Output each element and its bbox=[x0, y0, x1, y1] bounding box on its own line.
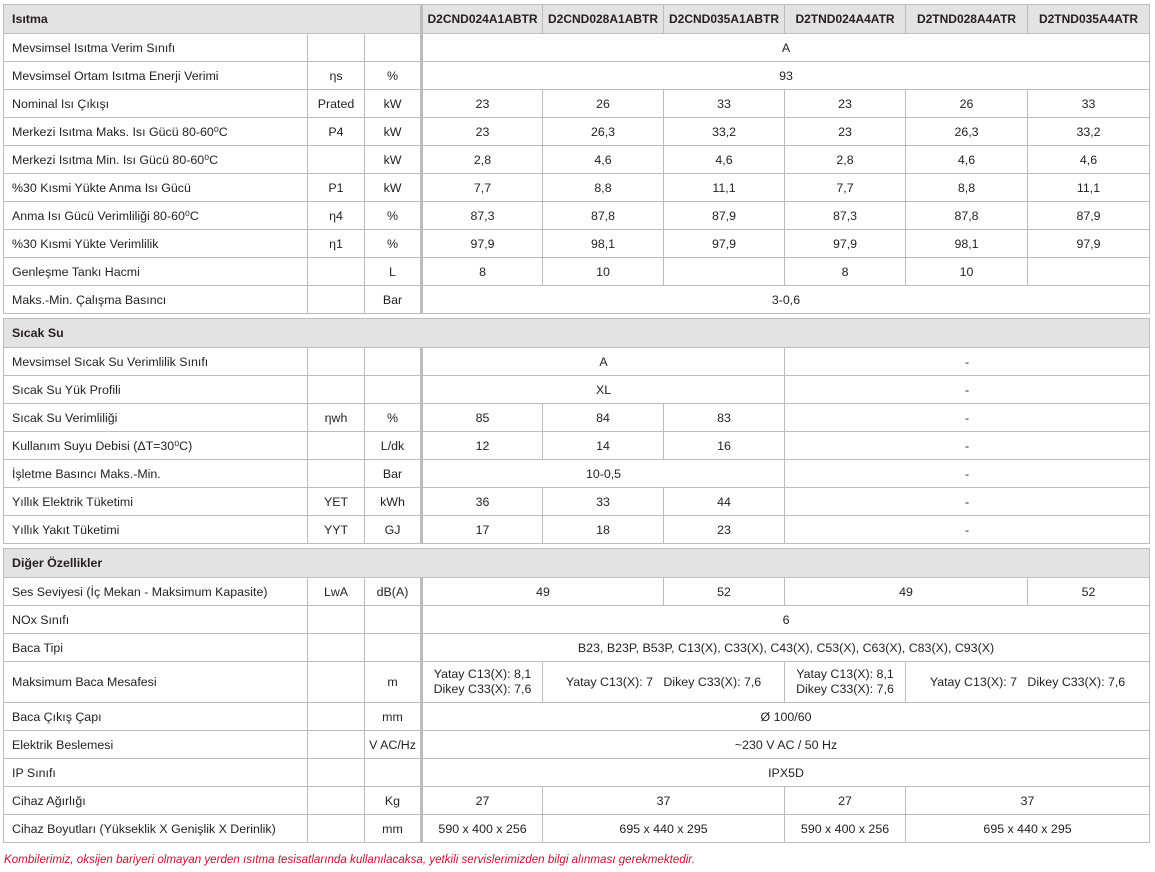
value-cell: 695 x 440 x 295 bbox=[906, 815, 1150, 843]
table-row bbox=[4, 174, 1150, 202]
value-cell: 49 bbox=[785, 578, 1028, 606]
table-row bbox=[4, 662, 1150, 703]
value-cell: 97,9 bbox=[785, 230, 906, 258]
value-cell: 17 bbox=[422, 516, 543, 544]
row-symbol bbox=[308, 432, 365, 460]
row-symbol bbox=[308, 731, 365, 759]
section-title-other: Diğer Özellikler bbox=[4, 549, 1150, 578]
value-cell: 4,6 bbox=[664, 146, 785, 174]
row-symbol bbox=[308, 258, 365, 286]
value-cell: 87,9 bbox=[664, 202, 785, 230]
value-cell: - bbox=[785, 404, 1150, 432]
row-symbol bbox=[308, 815, 365, 843]
table-row bbox=[4, 118, 1150, 146]
value-cell: 87,8 bbox=[543, 202, 664, 230]
table-row bbox=[4, 319, 1150, 348]
value-cell: 44 bbox=[664, 488, 785, 516]
value-cell: 23 bbox=[422, 118, 543, 146]
row-unit: L bbox=[365, 258, 422, 286]
row-symbol: η1 bbox=[308, 230, 365, 258]
table-row bbox=[4, 606, 1150, 634]
flue-vertical: Dikey C33(X): 7,6 bbox=[796, 682, 894, 696]
value-cell: 33 bbox=[664, 90, 785, 118]
value-cell: IPX5D bbox=[422, 759, 1150, 787]
row-label: %30 Kısmi Yükte Verimlilik bbox=[4, 230, 308, 258]
row-label: Mevsimsel Isıtma Verim Sınıfı bbox=[4, 34, 308, 62]
value-cell: Yatay C13(X): 7 Dikey C33(X): 7,6 bbox=[543, 662, 785, 703]
table-row bbox=[4, 5, 1150, 34]
row-symbol: ηs bbox=[308, 62, 365, 90]
value-cell: 8,8 bbox=[543, 174, 664, 202]
value-cell: 52 bbox=[664, 578, 785, 606]
value-cell: 83 bbox=[664, 404, 785, 432]
value-cell: 26,3 bbox=[543, 118, 664, 146]
row-label: Elektrik Beslemesi bbox=[4, 731, 308, 759]
value-cell: 87,8 bbox=[906, 202, 1028, 230]
value-cell: 26 bbox=[543, 90, 664, 118]
row-label: Merkezi Isıtma Maks. Isı Gücü 80-60⁰C bbox=[4, 118, 308, 146]
table-row bbox=[4, 634, 1150, 662]
value-cell: Yatay C13(X): 7 Dikey C33(X): 7,6 bbox=[906, 662, 1150, 703]
table-row bbox=[4, 549, 1150, 578]
row-symbol: ηwh bbox=[308, 404, 365, 432]
value-cell: 23 bbox=[785, 90, 906, 118]
row-symbol bbox=[308, 460, 365, 488]
row-unit: kWh bbox=[365, 488, 422, 516]
row-unit: L/dk bbox=[365, 432, 422, 460]
section-title-heating: Isıtma bbox=[4, 5, 422, 34]
row-symbol bbox=[308, 348, 365, 376]
table-row bbox=[4, 202, 1150, 230]
value-cell: 4,6 bbox=[1028, 146, 1150, 174]
row-symbol: Prated bbox=[308, 90, 365, 118]
row-label: Yıllık Elektrik Tüketimi bbox=[4, 488, 308, 516]
value-cell: B23, B23P, B53P, C13(X), C33(X), C43(X), C53(X), C63(X), C83(X), C93(X) bbox=[422, 634, 1150, 662]
value-cell: - bbox=[785, 516, 1150, 544]
row-label: NOx Sınıfı bbox=[4, 606, 308, 634]
row-unit: Bar bbox=[365, 286, 422, 314]
value-cell bbox=[422, 662, 543, 703]
value-cell: 26 bbox=[906, 90, 1028, 118]
model-header: D2TND024A4ATR bbox=[785, 5, 906, 34]
value-cell: 6 bbox=[422, 606, 1150, 634]
spec-table bbox=[3, 4, 1150, 843]
value-cell: A bbox=[422, 34, 1150, 62]
value-cell: 10-0,5 bbox=[422, 460, 785, 488]
value-cell: 7,7 bbox=[785, 174, 906, 202]
value-cell: 97,9 bbox=[422, 230, 543, 258]
table-row bbox=[4, 90, 1150, 118]
value-cell bbox=[664, 258, 785, 286]
value-cell: 93 bbox=[422, 62, 1150, 90]
row-label: Kullanım Suyu Debisi (ΔT=30⁰C) bbox=[4, 432, 308, 460]
row-symbol bbox=[308, 759, 365, 787]
value-cell: 8 bbox=[785, 258, 906, 286]
flue-vertical: Dikey C33(X): 7,6 bbox=[433, 682, 532, 696]
table-row bbox=[4, 460, 1150, 488]
row-label: Sıcak Su Yük Profili bbox=[4, 376, 308, 404]
table-row bbox=[4, 404, 1150, 432]
value-cell: 23 bbox=[785, 118, 906, 146]
row-symbol bbox=[308, 34, 365, 62]
row-symbol bbox=[308, 662, 365, 703]
value-cell: - bbox=[785, 376, 1150, 404]
row-unit bbox=[365, 376, 422, 404]
value-cell: 37 bbox=[543, 787, 785, 815]
table-row bbox=[4, 34, 1150, 62]
value-cell: 23 bbox=[664, 516, 785, 544]
row-label: Mevsimsel Sıcak Su Verimlilik Sınıfı bbox=[4, 348, 308, 376]
table-row bbox=[4, 258, 1150, 286]
value-cell: 695 x 440 x 295 bbox=[543, 815, 785, 843]
row-unit: % bbox=[365, 62, 422, 90]
row-label: Sıcak Su Verimliliği bbox=[4, 404, 308, 432]
value-cell: 87,3 bbox=[785, 202, 906, 230]
row-symbol: P1 bbox=[308, 174, 365, 202]
value-cell: 18 bbox=[543, 516, 664, 544]
model-header: D2CND035A1ABTR bbox=[664, 5, 785, 34]
row-label: Ses Seviyesi (İç Mekan - Maksimum Kapasite) bbox=[4, 578, 308, 606]
row-unit: kW bbox=[365, 118, 422, 146]
value-cell: 23 bbox=[422, 90, 543, 118]
value-cell: 33,2 bbox=[1028, 118, 1150, 146]
row-label: Baca Tipi bbox=[4, 634, 308, 662]
row-unit: m bbox=[365, 662, 422, 703]
value-cell: 97,9 bbox=[664, 230, 785, 258]
value-cell: - bbox=[785, 488, 1150, 516]
spec-table-body bbox=[4, 5, 1150, 843]
value-cell: 10 bbox=[906, 258, 1028, 286]
row-symbol bbox=[308, 286, 365, 314]
value-cell: 27 bbox=[422, 787, 543, 815]
row-label: Mevsimsel Ortam Isıtma Enerji Verimi bbox=[4, 62, 308, 90]
row-unit: kW bbox=[365, 174, 422, 202]
value-cell: 16 bbox=[664, 432, 785, 460]
row-label: Cihaz Ağırlığı bbox=[4, 787, 308, 815]
value-cell: 2,8 bbox=[785, 146, 906, 174]
table-row bbox=[4, 286, 1150, 314]
row-symbol: YET bbox=[308, 488, 365, 516]
value-cell: 33 bbox=[1028, 90, 1150, 118]
table-row bbox=[4, 759, 1150, 787]
value-cell: 26,3 bbox=[906, 118, 1028, 146]
row-unit: % bbox=[365, 230, 422, 258]
table-row bbox=[4, 815, 1150, 843]
table-row bbox=[4, 731, 1150, 759]
row-unit bbox=[365, 606, 422, 634]
row-unit bbox=[365, 634, 422, 662]
value-cell: 37 bbox=[906, 787, 1150, 815]
value-cell: 12 bbox=[422, 432, 543, 460]
value-cell: 8,8 bbox=[906, 174, 1028, 202]
row-unit: % bbox=[365, 404, 422, 432]
model-header: D2CND028A1ABTR bbox=[543, 5, 664, 34]
row-unit: GJ bbox=[365, 516, 422, 544]
row-unit: kW bbox=[365, 90, 422, 118]
value-cell: 52 bbox=[1028, 578, 1150, 606]
value-cell: 98,1 bbox=[543, 230, 664, 258]
row-symbol: η4 bbox=[308, 202, 365, 230]
value-cell: 87,3 bbox=[422, 202, 543, 230]
value-cell: 10 bbox=[543, 258, 664, 286]
row-symbol bbox=[308, 634, 365, 662]
section-title-hot-water: Sıcak Su bbox=[4, 319, 1150, 348]
row-unit bbox=[365, 348, 422, 376]
row-unit: mm bbox=[365, 815, 422, 843]
value-cell: 84 bbox=[543, 404, 664, 432]
value-cell: 27 bbox=[785, 787, 906, 815]
row-symbol bbox=[308, 787, 365, 815]
value-cell: 590 x 400 x 256 bbox=[422, 815, 543, 843]
model-header: D2TND028A4ATR bbox=[906, 5, 1028, 34]
value-cell: ~230 V AC / 50 Hz bbox=[422, 731, 1150, 759]
model-header: D2CND024A1ABTR bbox=[422, 5, 543, 34]
row-label: Baca Çıkış Çapı bbox=[4, 703, 308, 731]
table-row bbox=[4, 230, 1150, 258]
value-cell bbox=[785, 662, 906, 703]
value-cell: 98,1 bbox=[906, 230, 1028, 258]
row-unit bbox=[365, 34, 422, 62]
value-cell: 33,2 bbox=[664, 118, 785, 146]
row-label: Genleşme Tankı Hacmi bbox=[4, 258, 308, 286]
value-cell: 87,9 bbox=[1028, 202, 1150, 230]
table-row bbox=[4, 348, 1150, 376]
value-cell: 85 bbox=[422, 404, 543, 432]
row-symbol bbox=[308, 703, 365, 731]
row-unit: kW bbox=[365, 146, 422, 174]
table-row bbox=[4, 432, 1150, 460]
value-cell: A bbox=[422, 348, 785, 376]
row-symbol: LwA bbox=[308, 578, 365, 606]
value-cell: - bbox=[785, 348, 1150, 376]
value-cell bbox=[1028, 258, 1150, 286]
value-cell: 590 x 400 x 256 bbox=[785, 815, 906, 843]
value-cell: 8 bbox=[422, 258, 543, 286]
value-cell: 49 bbox=[422, 578, 664, 606]
value-cell: - bbox=[785, 432, 1150, 460]
value-cell: 2,8 bbox=[422, 146, 543, 174]
value-cell: - bbox=[785, 460, 1150, 488]
table-row bbox=[4, 516, 1150, 544]
row-label: IP Sınıfı bbox=[4, 759, 308, 787]
footnote: Kombilerimiz, oksijen bariyeri olmayan yerden ısıtma tesisatlarında kullanılacaksa, yetkili servislerimizden bilgi alınması gerekmektedir. bbox=[4, 853, 695, 866]
row-label: Anma Isı Gücü Verimliliği 80-60⁰C bbox=[4, 202, 308, 230]
table-row bbox=[4, 787, 1150, 815]
row-unit: mm bbox=[365, 703, 422, 731]
row-symbol: YYT bbox=[308, 516, 365, 544]
value-cell: 33 bbox=[543, 488, 664, 516]
row-unit bbox=[365, 759, 422, 787]
flue-horizontal: Yatay C13(X): 8,1 bbox=[796, 667, 894, 681]
row-label: Cihaz Boyutları (Yükseklik X Genişlik X Derinlik) bbox=[4, 815, 308, 843]
model-header: D2TND035A4ATR bbox=[1028, 5, 1150, 34]
row-symbol bbox=[308, 376, 365, 404]
row-label: Yıllık Yakıt Tüketimi bbox=[4, 516, 308, 544]
row-unit: V AC/Hz bbox=[365, 731, 422, 759]
row-label: Maksimum Baca Mesafesi bbox=[4, 662, 308, 703]
row-unit: Kg bbox=[365, 787, 422, 815]
value-cell: 4,6 bbox=[543, 146, 664, 174]
table-row bbox=[4, 578, 1150, 606]
value-cell: 7,7 bbox=[422, 174, 543, 202]
row-unit: Bar bbox=[365, 460, 422, 488]
value-cell: 11,1 bbox=[1028, 174, 1150, 202]
row-label: Nominal Isı Çıkışı bbox=[4, 90, 308, 118]
table-row bbox=[4, 488, 1150, 516]
value-cell: 14 bbox=[543, 432, 664, 460]
flue-horizontal: Yatay C13(X): 8,1 bbox=[433, 667, 532, 681]
value-cell: XL bbox=[422, 376, 785, 404]
table-row bbox=[4, 62, 1150, 90]
table-row bbox=[4, 146, 1150, 174]
row-label: Maks.-Min. Çalışma Basıncı bbox=[4, 286, 308, 314]
table-row bbox=[4, 703, 1150, 731]
row-symbol: P4 bbox=[308, 118, 365, 146]
table-row bbox=[4, 376, 1150, 404]
row-unit: % bbox=[365, 202, 422, 230]
value-cell: 11,1 bbox=[664, 174, 785, 202]
value-cell: 4,6 bbox=[906, 146, 1028, 174]
row-symbol bbox=[308, 606, 365, 634]
row-label: İşletme Basıncı Maks.-Min. bbox=[4, 460, 308, 488]
row-label: %30 Kısmi Yükte Anma Isı Gücü bbox=[4, 174, 308, 202]
value-cell: 36 bbox=[422, 488, 543, 516]
row-symbol bbox=[308, 146, 365, 174]
value-cell: 3-0,6 bbox=[422, 286, 1150, 314]
value-cell: 97,9 bbox=[1028, 230, 1150, 258]
value-cell: Ø 100/60 bbox=[422, 703, 1150, 731]
row-unit: dB(A) bbox=[365, 578, 422, 606]
row-label: Merkezi Isıtma Min. Isı Gücü 80-60⁰C bbox=[4, 146, 308, 174]
